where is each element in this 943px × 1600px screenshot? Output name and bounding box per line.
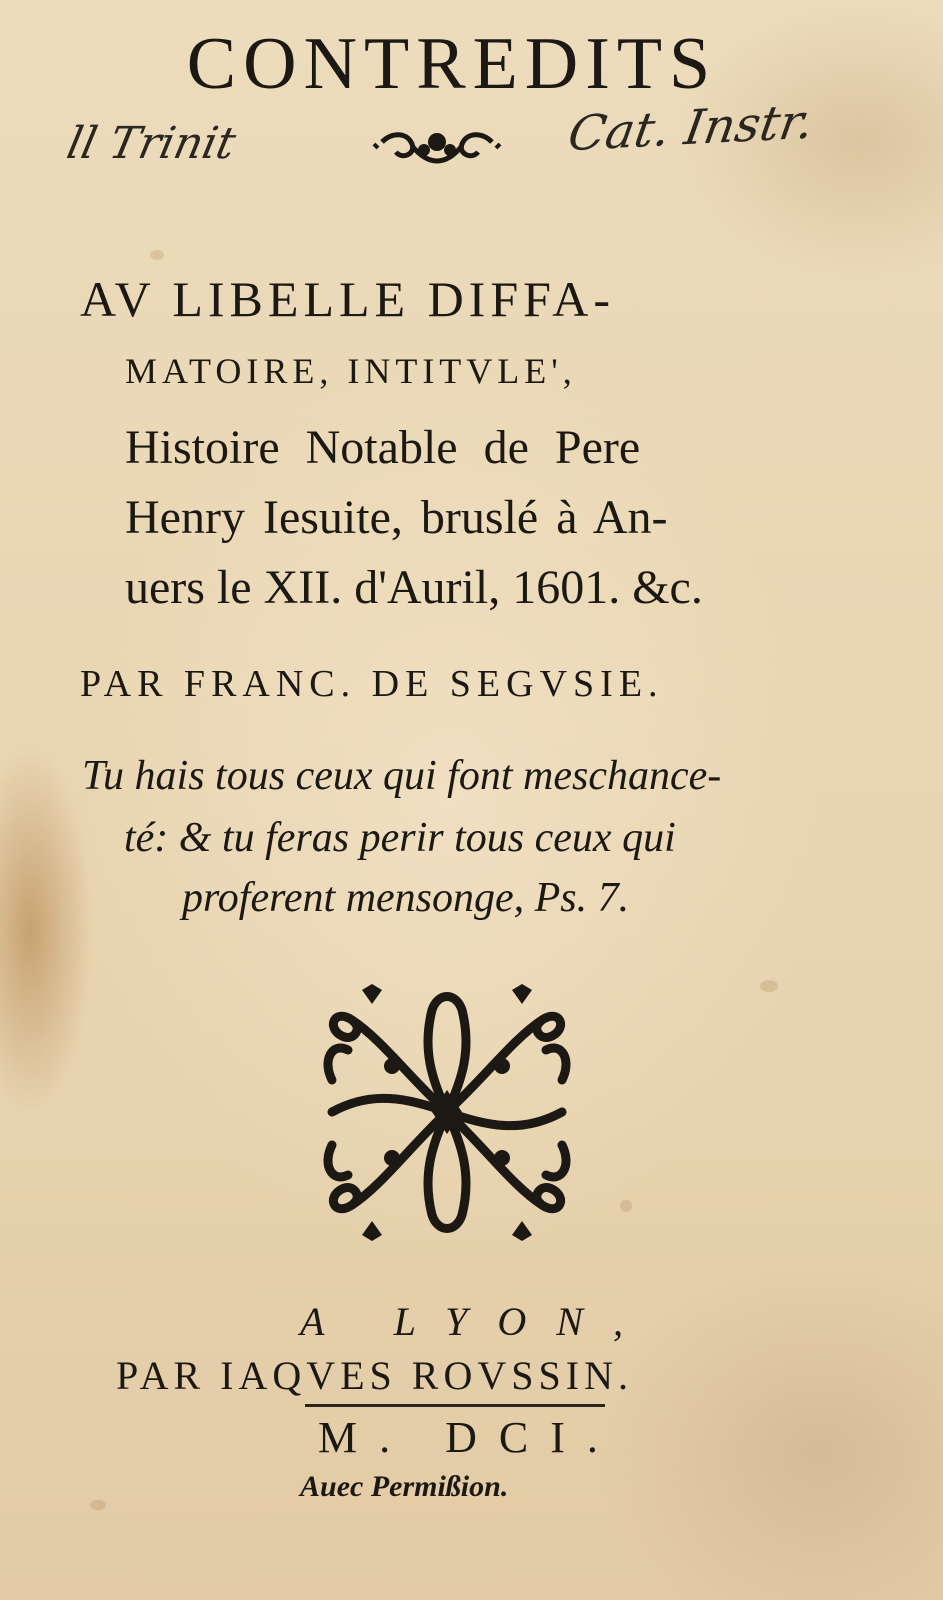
foxing-spot (620, 1200, 632, 1212)
imprint-printer: PAR IAQVES ROVSSIN. (116, 1353, 633, 1398)
imprint-date: M. DCI. (318, 1413, 620, 1462)
printers-ornament (312, 980, 582, 1245)
manuscript-note-right: Cat. Instr. (564, 93, 818, 163)
book-title: CONTREDITS (186, 23, 718, 105)
author-line: PAR FRANC. DE SEGVSIE. (80, 663, 664, 705)
subtitle-line-2: MATOIRE, INTITVLE', (125, 351, 577, 391)
subtitle-line-3: Histoire Notable de Pere (125, 421, 641, 474)
manuscript-note-left: ll Trinit (62, 118, 241, 169)
imprint-city: A LYON, (300, 1299, 653, 1344)
foxing-spot (90, 1500, 106, 1510)
foxing-spot (150, 250, 164, 260)
fleuron-ornament (372, 122, 502, 176)
motto-line-2: té: & tu feras perir tous ceux qui (124, 815, 676, 861)
motto-line-3: proferent mensonge, Ps. 7. (182, 875, 630, 921)
foxing-spot (760, 980, 778, 992)
subtitle-line-1: AV LIBELLE DIFFA- (80, 271, 615, 327)
motto-line-1: Tu hais tous ceux qui font meschance- (82, 753, 722, 799)
permission-line: Auec Permißion. (300, 1470, 509, 1503)
subtitle-line-5: uers le XII. d'Auril, 1601. &c. (125, 561, 703, 614)
imprint-rule (305, 1404, 605, 1407)
subtitle-line-4: Henry Iesuite, bruslé à An- (125, 491, 668, 544)
